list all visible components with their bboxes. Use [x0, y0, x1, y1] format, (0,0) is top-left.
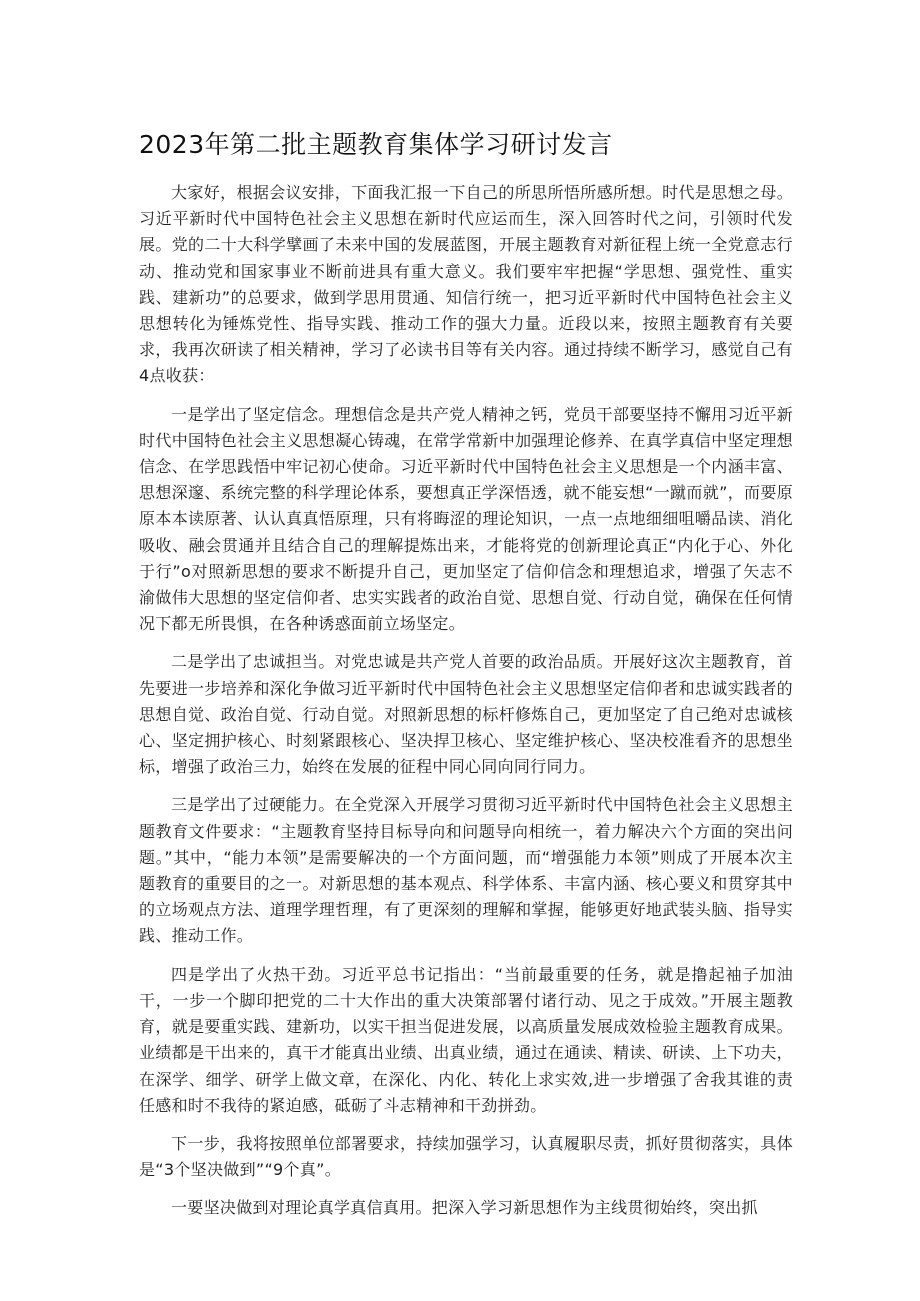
document-title: 2023年第二批主题教育集体学习研讨发言	[139, 130, 613, 159]
document-body	[139, 180, 793, 1234]
paragraph-next-steps: 下一步，我将按照单位部署要求，持续加强学习，认真履职尽责，抓好贯彻落实，具体是“3个坚决做到”“9个真”。	[139, 1133, 793, 1180]
paragraph-point-2: 二是学出了忠诚担当。对党忠诚是共产党人首要的政治品质。开展好这次主题教育，首先要进一步培养和深化争做习近平新时代中国特色社会主义思想坚定信仰者和忠诚实践者的思想自觉、政治自觉、行动自觉。对照新思想的标杆修炼自己，更加坚定了自己绝对忠诚核心、坚定拥护核心、时刻紧跟核心、坚决捍卫核心、坚定维护核心、坚决校准看齐的思想坐标，增强了政治三力，始终在发展的征程中同心同向同行同力。	[139, 652, 793, 777]
paragraph-point-4: 四是学出了火热干劲。习近平总书记指出：“当前最重要的任务，就是撸起袖子加油干，一步一个脚印把党的二十大作出的重大决策部署付诸行动、见之于成效。”开展主题教育，就是要重实践、建新功，以实干担当促进发展，以高质量发展成效检验主题教育成果。业绩都是干出来的，真干才能真出业绩、出真业绩，通过在通读、精读、研读、上下功夫，在深学、细学、研学上做文章，在深化、内化、转化上求实效,进一步增强了舍我其谁的责任感和时不我待的紧迫感，砥砺了斗志精神和干劲拼劲。	[139, 964, 793, 1115]
paragraph-point-1: 一是学出了坚定信念。理想信念是共产党人精神之钙，党员干部要坚持不懈用习近平新时代中国特色社会主义思想凝心铸魂，在常学常新中加强理论修养、在真学真信中坚定理想信念、在学思践悟中牢记初心使命。习近平新时代中国特色社会主义思想是一个内涵丰富、思想深邃、系统完整的科学理论体系，要想真正学深悟透，就不能妄想“一蹴而就”，而要原原本本读原著、认认真真悟原理，只有将晦涩的理论知识，一点一点地细细咀嚼品读、消化吸收、融会贯通并且结合自己的理解提炼出来，才能将党的创新理论真正“内化于心、外化于行”o对照新思想的要求不断提升自己，更加坚定了信仰信念和理想追求，增强了矢志不渝做伟大思想的坚定信仰者、忠实实践者的政治自觉、思想自觉、行动自觉，确保在任何情况下都无所畏惧，在各种诱惑面前立场坚定。	[139, 404, 793, 634]
paragraph-first-requirement: 一要坚决做到对理论真学真信真用。把深入学习新思想作为主线贯彻始终，突出抓	[171, 1198, 758, 1218]
paragraph-point-3: 三是学出了过硬能力。在全党深入开展学习贯彻习近平新时代中国特色社会主义思想主题教育文件要求：“主题教育坚持目标导向和问题导向相统一，着力解决六个方面的突出问题。”其中，“能力本领”是需要解决的一个方面问题，而“增强能力本领”则成了开展本次主题教育的重要目的之一。对新思想的基本观点、科学体系、丰富内涵、核心要义和贯穿其中的立场观点方法、道理学理哲理，有了更深刻的理解和掌握，能够更好地武装头脑、指导实践、推动工作。	[139, 795, 793, 946]
paragraph-intro: 大家好，根据会议安排，下面我汇报一下自己的所思所悟所感所想。时代是思想之母。习近平新时代中国特色社会主义思想在新时代应运而生，深入回答时代之问，引领时代发展。党的二十大科学擘画了未来中国的发展蓝图，开展主题教育对新征程上统一全党意志行动、推动党和国家事业不断前进具有重大意义。我们要牢牢把握“学思想、强党性、重实践、建新功”的总要求，做到学思用贯通、知信行统一，把习近平新时代中国特色社会主义思想转化为锤炼党性、指导实践、推动工作的强大力量。近段以来，按照主题教育有关要求，我再次研读了相关精神，学习了必读书目等有关内容。通过持续不断学习，感觉自己有4点收获：	[139, 183, 793, 386]
